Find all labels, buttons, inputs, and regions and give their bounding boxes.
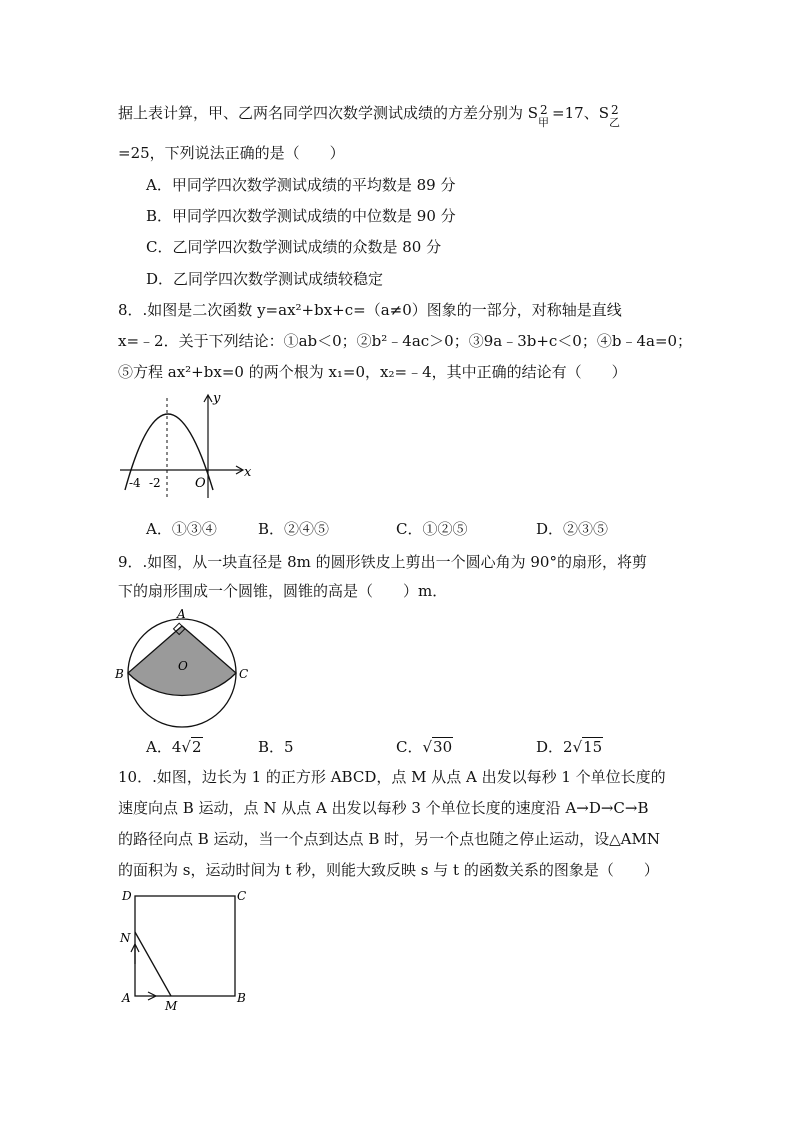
variance-yi: 2 乙: [608, 103, 620, 129]
q9-option-d[interactable]: D．2√15: [536, 738, 603, 756]
q9-circle-sector-figure: [112, 606, 252, 730]
q8-line1: 8．.如图是二次函数 y=ax²+bx+c=（a≠0）图象的一部分，对称轴是直线: [118, 301, 622, 319]
q10-line2: 速度向点 B 运动，点 N 从点 A 出发以每秒 3 个单位长度的速度沿 A→D→C→B: [118, 799, 649, 817]
q8-option-d[interactable]: D．②③⑤: [536, 520, 609, 538]
tick-minus-2: -2: [149, 476, 161, 490]
q10-line3: 的路径向点 B 运动，当一个点到达点 B 时，另一个点也随之停止运动，设△AMN: [118, 830, 660, 848]
point-m-label: M: [165, 999, 178, 1013]
q7-line1: [118, 102, 623, 129]
origin-label: O: [195, 476, 206, 491]
q9-option-a[interactable]: A．4√2: [146, 738, 202, 756]
q8-parabola-figure: [115, 388, 255, 503]
q9-line1: 9．.如图，从一块直径是 8m 的圆形铁皮上剪出一个圆心角为 90°的扇形，将剪: [118, 553, 647, 571]
tick-minus-4: -4: [129, 476, 141, 490]
q7-option-c[interactable]: C．乙同学四次数学测试成绩的众数是 80 分: [146, 238, 442, 256]
y-label: y: [213, 391, 221, 406]
q8-option-b[interactable]: B．②④⑤: [258, 520, 330, 538]
x-label: x: [244, 465, 252, 480]
point-n-label: N: [120, 931, 131, 945]
q7-option-d[interactable]: D．乙同学四次数学测试成绩较稳定: [146, 270, 384, 288]
q10-square-figure: [115, 884, 255, 1014]
q8-option-c[interactable]: C．①②⑤: [396, 520, 468, 538]
q7-text-pre: 据上表计算，甲、乙两名同学四次数学测试成绩的方差分别为 S: [118, 104, 539, 122]
square-abcd: [135, 896, 235, 996]
point-c-label: C: [239, 667, 249, 681]
q9-option-c[interactable]: C．√30: [396, 738, 453, 756]
q7-option-a[interactable]: A．甲同学四次数学测试成绩的平均数是 89 分: [146, 176, 456, 194]
point-d-label: D: [122, 889, 132, 903]
q9-option-b[interactable]: B．5: [258, 738, 294, 756]
q10-line1: 10．.如图，边长为 1 的正方形 ABCD，点 M 从点 A 出发以每秒 1 个单位长度的: [118, 768, 666, 786]
variance-jia: 2 甲: [538, 103, 550, 129]
q8-line2: x=﹣2．关于下列结论：①ab＜0；②b²﹣4ac＞0；③9a﹣3b+c＜0；④b﹣4a=0；: [118, 332, 693, 350]
point-a-label: A: [122, 991, 131, 1005]
q9-line2: 下的扇形围成一个圆锥，圆锥的高是（ ）m．: [118, 582, 448, 600]
point-b-label: B: [115, 667, 124, 681]
q7-text-mid: =17、S: [552, 104, 609, 122]
q8-option-a[interactable]: A．①③④: [146, 520, 217, 538]
point-a-label: A: [177, 607, 186, 621]
point-b-label: B: [237, 991, 246, 1005]
q8-line3: ⑤方程 ax²+bx=0 的两个根为 x₁=0，x₂=﹣4，其中正确的结论有（ ）: [118, 363, 627, 381]
q7-option-b[interactable]: B．甲同学四次数学测试成绩的中位数是 90 分: [146, 207, 456, 225]
point-c-label: C: [237, 889, 247, 903]
q10-line4: 的面积为 s，运动时间为 t 秒，则能大致反映 s 与 t 的函数关系的图象是（ ）: [118, 861, 659, 879]
point-o-label: O: [178, 659, 188, 673]
segment-nm: [135, 932, 171, 996]
q7-line2: =25，下列说法正确的是（ ）: [118, 144, 345, 162]
